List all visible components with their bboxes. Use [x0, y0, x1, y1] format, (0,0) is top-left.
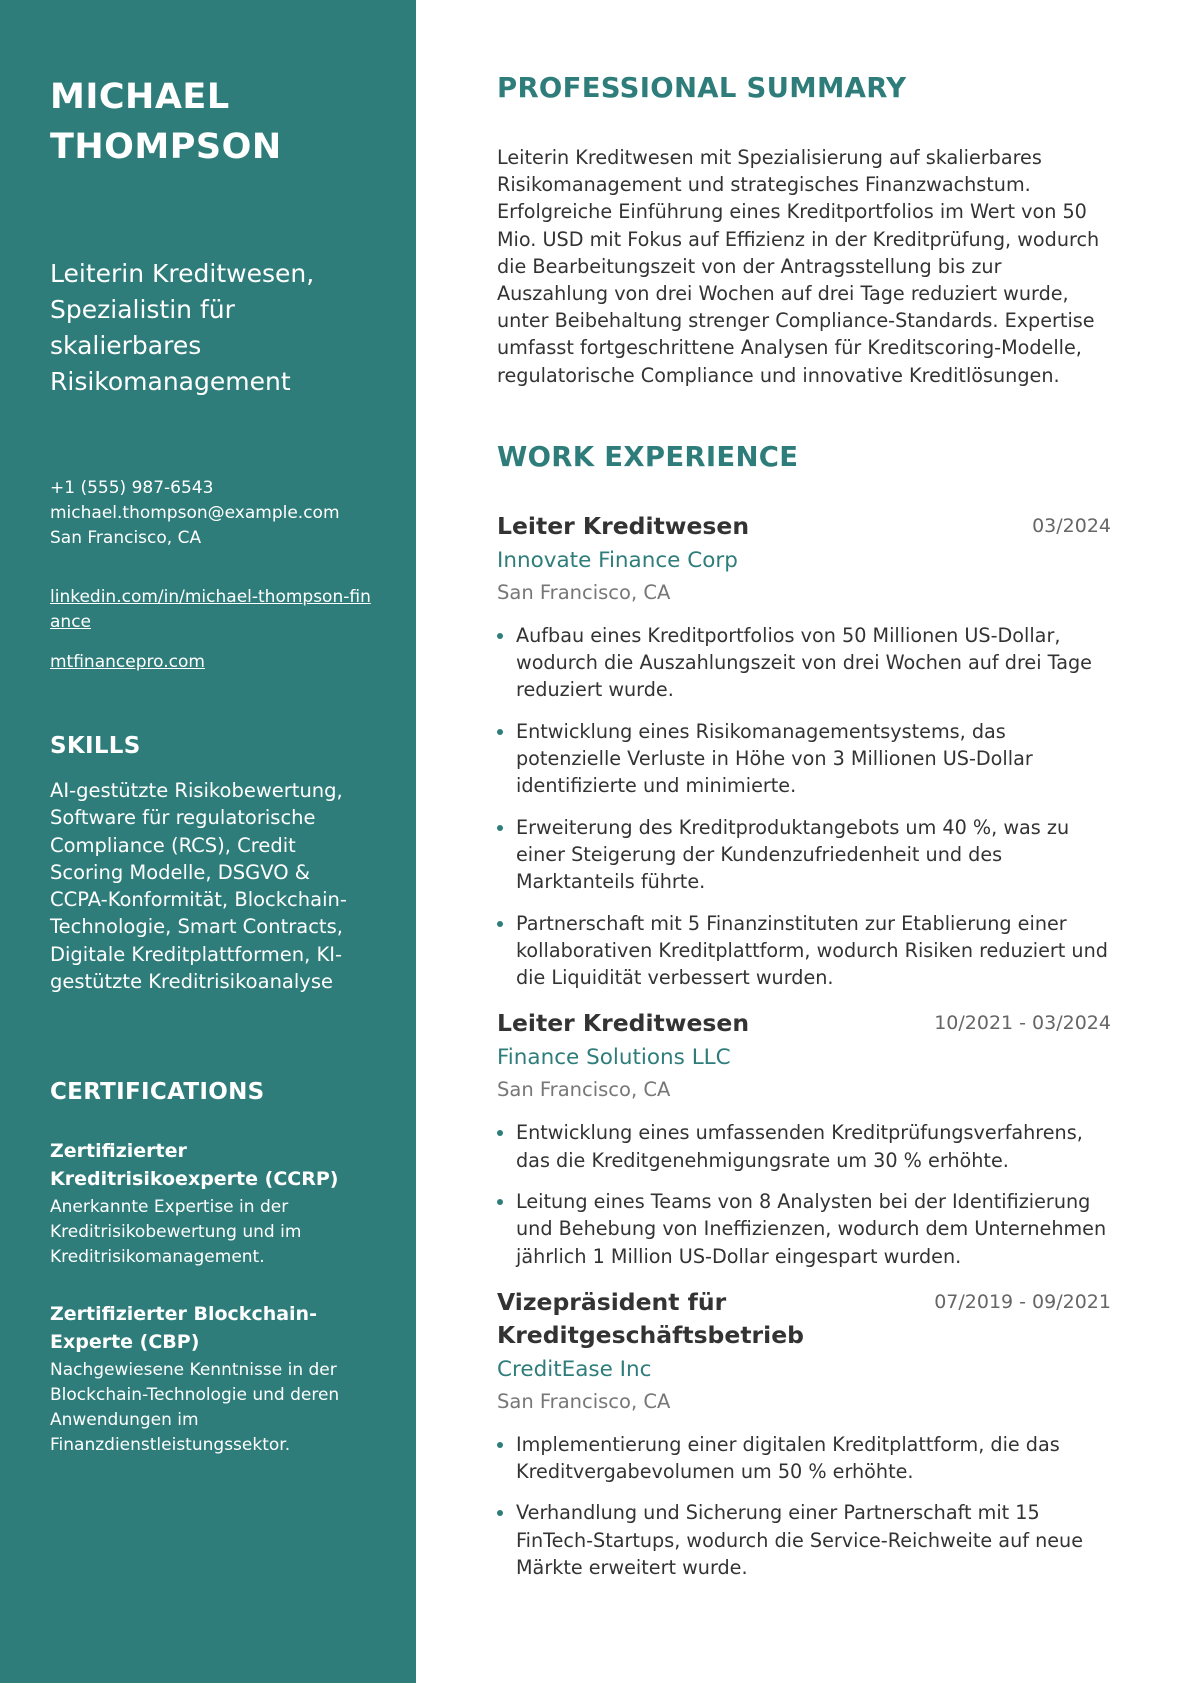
job-date: 10/2021 - 03/2024 — [934, 1012, 1111, 1035]
job-bullets — [497, 622, 1111, 992]
bullet-item: Leitung eines Teams von 8 Analysten bei der Identifizierung und Behebung von Ineffizienzen, wodurch dem Unternehmen jährlich 1 Million US-Dollar eingespart wurden. — [497, 1188, 1111, 1270]
bullet-item: Verhandlung und Sicherung einer Partnerschaft mit 15 FinTech-Startups, wodurch die Service-Reichweite auf neue Märkte erweitert wurde. — [497, 1499, 1111, 1581]
email: michael.thompson@example.com — [50, 503, 340, 523]
company-name: CreditEase Inc — [497, 1356, 652, 1382]
name-first: MICHAEL — [50, 77, 230, 117]
job-date: 03/2024 — [1032, 514, 1111, 537]
company-name: Innovate Finance Corp — [497, 547, 738, 573]
summary-text: Leiterin Kreditwesen mit Spezialisierung auf skalierbares Risikomanagement und strategisches Finanzwachstum. Erfolgreiche Einführung eines Kreditportfolios im Wert von 50 Mio. USD mit Fokus auf Effizienz in der Kreditprüfung, wodurch die Bearbeitungszeit von der Antragsstellung bis zur Auszahlung von drei Wochen auf drei Tage reduziert wurde, unter Beibehaltung strenger Compliance-Standards. Expertise umfasst fortgeschrittene Analysen für Kreditscoring-Modelle, regulatorische Compliance und innovative Kreditlösungen. — [497, 146, 1100, 387]
certification-description: Nachgewiesene Kenntnisse in der Blockchain-Technologie und deren Anwendungen im Finanzdienstleistungssektor. — [50, 1360, 340, 1456]
bullet-item: Entwicklung eines Risikomanagementsystems, das potenzielle Verluste in Höhe von 3 Millionen US-Dollar identifizierte und minimierte. — [497, 718, 1111, 800]
job-title: Leiter Kreditwesen — [497, 1009, 750, 1038]
certification-title: Zertifizierter Kreditrisikoexperte (CCRP) — [50, 1140, 339, 1191]
certification-description: Anerkannte Expertise in der Kreditrisikobewertung und im Kreditrisikomanagement. — [50, 1197, 302, 1268]
work-experience-heading: WORK EXPERIENCE — [497, 440, 799, 473]
certification-title: Zertifizierter Blockchain-Experte (CBP) — [50, 1303, 317, 1354]
company-name: Finance Solutions LLC — [497, 1045, 731, 1071]
bullet-item: Partnerschaft mit 5 Finanzinstituten zur Etablierung einer kollaborativen Kreditplattform, wodurch Risiken reduziert und die Liquidität verbessert wurden. — [497, 910, 1111, 992]
bullet-item: Erweiterung des Kreditproduktangebots um 40 %, was zu einer Steigerung der Kundenzufriedenheit und des Marktanteils führte. — [497, 814, 1111, 896]
job-bullets — [497, 1119, 1111, 1269]
contact-info — [50, 476, 386, 551]
job-entry — [497, 1286, 1111, 1581]
job-entry — [497, 1007, 1111, 1269]
bullet-item: Implementierung einer digitalen Kreditplattform, die das Kreditvergabevolumen um 50 % erhöhte. — [497, 1431, 1111, 1486]
tagline: Leiterin Kreditwesen, Spezialistin für skalierbares Risikomanagement — [50, 259, 315, 396]
bullet-item: Aufbau eines Kreditportfolios von 50 Millionen US-Dollar, wodurch die Auszahlungszeit von drei Wochen auf drei Tage reduziert wurde. — [497, 622, 1111, 704]
candidate-name — [50, 72, 386, 172]
linkedin-link[interactable]: linkedin.com/in/michael-thompson-finance — [50, 587, 371, 632]
job-bullets — [497, 1431, 1111, 1581]
summary-heading: PROFESSIONAL SUMMARY — [497, 72, 907, 104]
phone: +1 (555) 987-6543 — [50, 478, 214, 498]
skills-text: AI-gestützte Risikobewertung, Software für regulatorische Compliance (RCS), Credit Scoring Modelle, DSGVO & CCPA-Konformität, Blockchain-Technologie, Smart Contracts, Digitale Kreditplattformen, KI-gestützte Kreditrisikoanalyse — [50, 779, 347, 994]
certifications-heading: CERTIFICATIONS — [50, 1079, 265, 1106]
certification-item — [50, 1137, 360, 1270]
job-location: San Francisco, CA — [497, 580, 671, 604]
name-last: THOMPSON — [50, 127, 282, 167]
job-date: 07/2019 - 09/2021 — [934, 1290, 1111, 1313]
job-location: San Francisco, CA — [497, 1389, 671, 1413]
main-content — [497, 0, 1111, 1595]
certification-item — [50, 1300, 360, 1458]
sidebar — [0, 0, 416, 1683]
bullet-item: Entwicklung eines umfassenden Kreditprüfungsverfahrens, das die Kreditgenehmigungsrate um 30 % erhöhte. — [497, 1119, 1111, 1174]
job-title: Vizepräsident für Kreditgeschäftsbetrieb — [497, 1287, 804, 1349]
location: San Francisco, CA — [50, 528, 202, 548]
website-link[interactable]: mtfinancepro.com — [50, 652, 205, 672]
job-entry — [497, 510, 1111, 992]
skills-heading: SKILLS — [50, 733, 141, 759]
job-location: San Francisco, CA — [497, 1078, 671, 1102]
job-title: Leiter Kreditwesen — [497, 511, 750, 540]
